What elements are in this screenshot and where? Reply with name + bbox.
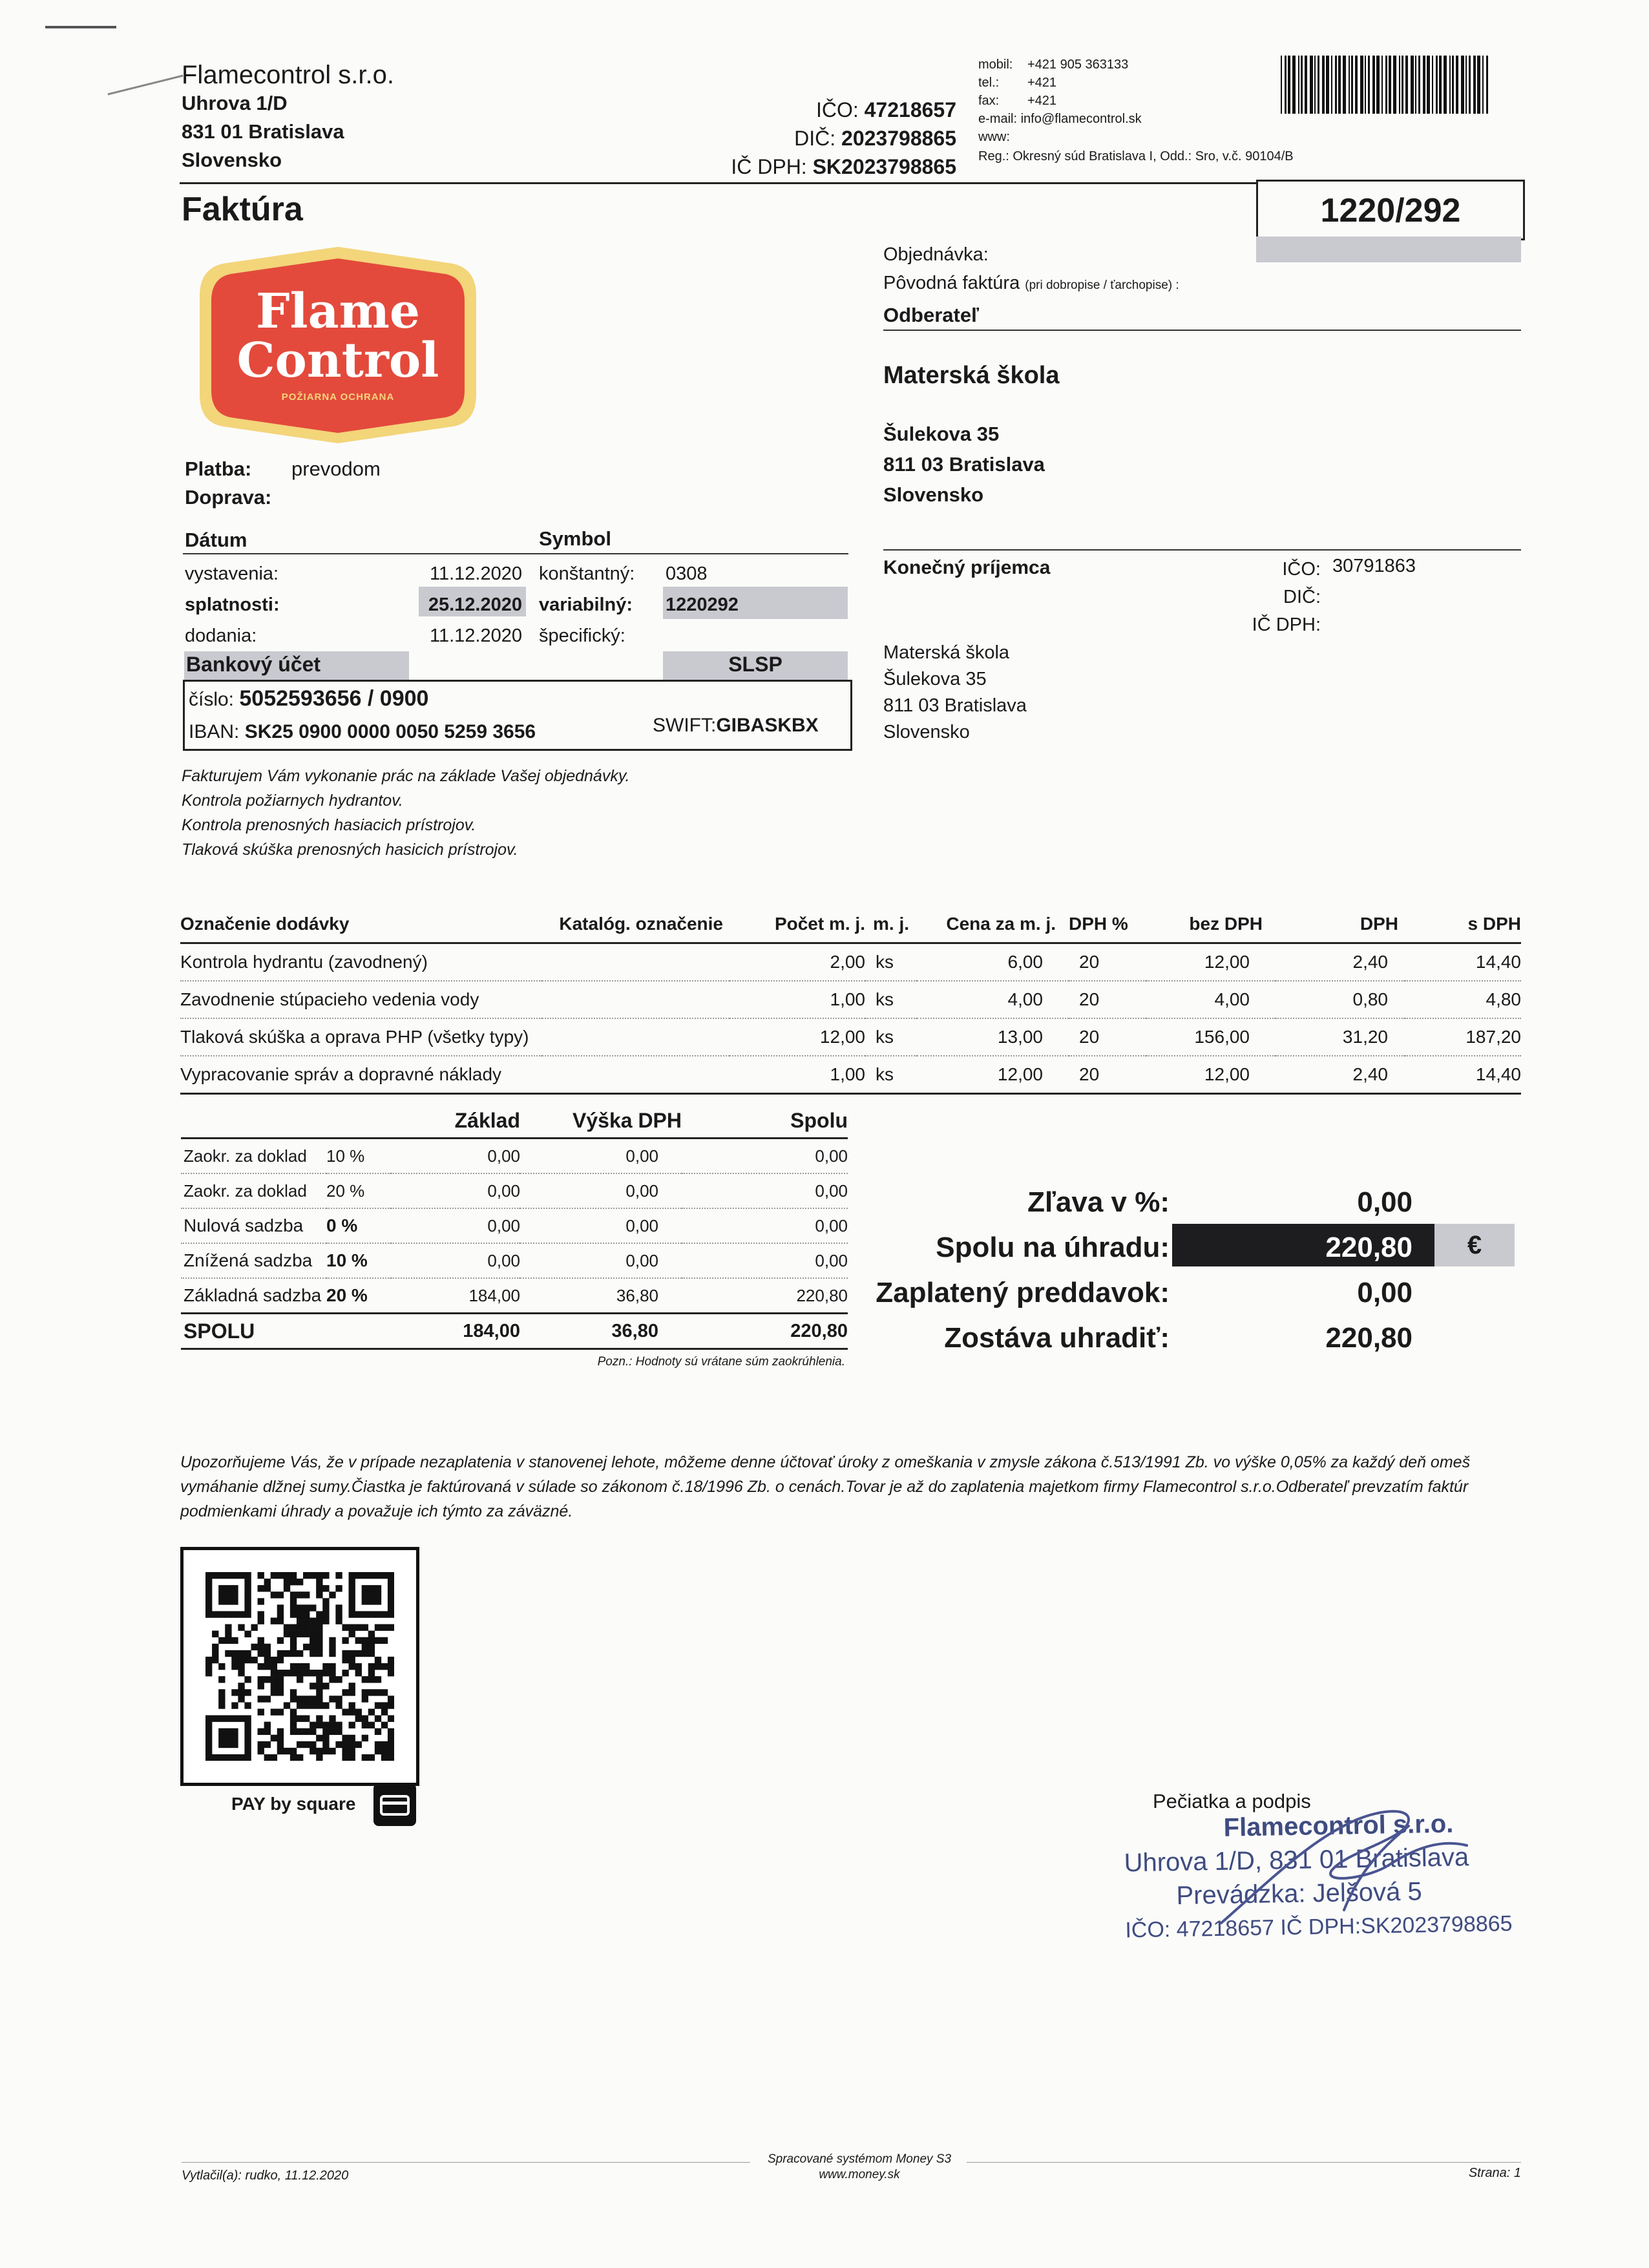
recipient-ico: 30791863 xyxy=(1332,556,1416,576)
fax-label: fax: xyxy=(978,94,1000,108)
item-qty: 2,00 xyxy=(730,943,865,982)
vat-row-base: 0,00 xyxy=(391,1208,520,1243)
registration: Reg.: Okresný súd Bratislava I, Odd.: Sro, v.č. 90104/B xyxy=(978,149,1294,163)
doprava-label: Doprava: xyxy=(185,486,272,509)
vat-row-total: 0,00 xyxy=(682,1139,848,1174)
table-row xyxy=(181,1139,848,1174)
stamp-line3: Prevádzka: Jelšová 5 xyxy=(1176,1877,1423,1911)
vat-row-base: 184,00 xyxy=(468,1285,520,1305)
invoice-number: 1220/292 xyxy=(1256,180,1525,240)
supplier-country: Slovensko xyxy=(182,149,282,171)
recipient-header: Konečný príjemca xyxy=(883,557,1051,578)
iban[interactable]: SK25 0900 0000 0050 5259 3656 xyxy=(244,721,536,742)
footer-line-right xyxy=(967,2162,1521,2163)
original-invoice-label: Pôvodná faktúra xyxy=(883,273,1020,293)
table-row xyxy=(180,943,1521,982)
account-number[interactable]: 5052593656 / 0900 xyxy=(239,686,429,711)
intro-line: Kontrola požiarnych hydrantov. xyxy=(182,792,403,810)
item-name: Zavodnenie stúpacieho vedenia vody xyxy=(180,981,542,1018)
bank-name: SLSP xyxy=(728,653,782,676)
vat-total-base: 184,00 xyxy=(463,1320,520,1341)
vat-total-label: SPOLU xyxy=(184,1319,255,1343)
vat-row-label: Zaokr. za doklad xyxy=(181,1173,326,1208)
disclaimer-line: podmienkami úhrady a považuje ich týmto za záväzné. xyxy=(180,1502,573,1520)
contact-block xyxy=(978,56,1294,165)
logo-tagline: POŽIARNA OCHRANA xyxy=(281,392,395,403)
vat-row-total: 0,00 xyxy=(682,1243,848,1278)
item-tax: 31,20 xyxy=(1276,1018,1405,1056)
col-unit: m. j. xyxy=(872,914,909,934)
recipient-id-labels xyxy=(1215,556,1321,639)
mobil-value: +421 905 363133 xyxy=(1027,58,1129,72)
email-label: e-mail: xyxy=(978,112,1018,126)
table-row xyxy=(181,1208,848,1243)
konst-value: 0308 xyxy=(666,563,708,584)
account-number-label: číslo: xyxy=(189,689,235,710)
item-qty: 1,00 xyxy=(730,981,865,1018)
recipient-country: Slovensko xyxy=(883,722,970,742)
supplier-ico-label: IČO: xyxy=(815,98,859,121)
recipient-city: 811 03 Bratislava xyxy=(883,695,1027,716)
col-net: bez DPH xyxy=(1189,914,1263,934)
vat-row-total: 0,00 xyxy=(682,1208,848,1243)
table-row xyxy=(180,1056,1521,1094)
vat-row-tax: 0,00 xyxy=(520,1208,682,1243)
item-gross: 14,40 xyxy=(1405,943,1521,982)
intro-text xyxy=(182,764,629,862)
order-label: Objednávka: xyxy=(883,244,989,265)
paid-value: 0,00 xyxy=(1357,1277,1413,1308)
dates-values xyxy=(388,558,522,651)
signature-icon xyxy=(1215,1800,1486,1936)
item-price: 6,00 xyxy=(917,943,1069,982)
col-qty: Počet m. j. xyxy=(774,914,865,934)
var-value: 1220292 xyxy=(666,594,739,615)
vat-row-tax: 36,80 xyxy=(616,1285,658,1305)
col-catalog: Katalóg. označenie xyxy=(559,914,723,934)
vat-row-label: Znížená sadzba xyxy=(181,1243,326,1278)
vat-table-wrap xyxy=(181,1104,848,1369)
vat-total-total: 220,80 xyxy=(790,1320,848,1341)
disclaimer-line: vymáhanie dlžnej sumy.Čiastka je faktúrovaná v súlade so zákonom č.18/1996 Zb. o cenách.Tovar je až do zaplatenia majetkom firmy Flamecontrol s.r.o.Odberateľ prevzatím faktúr xyxy=(180,1478,1469,1496)
item-net: 12,00 xyxy=(1146,943,1276,982)
disclaimer-line: Upozorňujeme Vás, že v prípade nezaplatenia v stanovenej lehote, môžeme denne účtovať úroky z omeškania v zmysle zákona č.513/1991 Zb. vo výške 0,05% za každý deň omeš xyxy=(180,1453,1471,1471)
tel-value: +421 xyxy=(1027,76,1057,90)
vat-row-label: Nulová sadzba xyxy=(181,1208,326,1243)
qr-code-icon xyxy=(205,1572,394,1761)
vat-row-base: 0,00 xyxy=(391,1139,520,1174)
document-title: Faktúra xyxy=(182,191,303,228)
due-date: 25.12.2020 xyxy=(428,594,522,615)
vat-col-total: Spolu xyxy=(790,1108,848,1132)
stamp-line4: IČO: 47218657 IČ DPH:SK2023798865 xyxy=(1125,1911,1513,1943)
remaining-value: 220,80 xyxy=(1325,1322,1413,1354)
supplier-block xyxy=(182,61,394,174)
delivery-date: 11.12.2020 xyxy=(430,625,522,646)
vat-row-base: 0,00 xyxy=(391,1243,520,1278)
vat-row-rate: 10 % xyxy=(326,1243,391,1278)
item-vat: 20 xyxy=(1079,1064,1100,1084)
total-label: Spolu na úhradu: xyxy=(936,1232,1170,1263)
supplier-dic: 2023798865 xyxy=(841,127,956,150)
col-price: Cena za m. j. xyxy=(946,914,1056,934)
system-info xyxy=(730,2152,989,2183)
items-table-wrap xyxy=(180,906,1521,1095)
symbol-labels xyxy=(539,558,635,651)
item-qty: 12,00 xyxy=(730,1018,865,1056)
flame-control-logo xyxy=(197,244,479,446)
supplier-dic-label: DIČ: xyxy=(794,127,836,150)
recipient-name: Materská škola xyxy=(883,642,1010,663)
vat-table xyxy=(181,1104,848,1350)
mobil-label: mobil: xyxy=(978,58,1013,72)
supplier-tax-ids xyxy=(704,96,956,181)
item-vat: 20 xyxy=(1069,981,1146,1018)
recipient-top-line xyxy=(883,549,1521,551)
dates-header: Dátum xyxy=(185,529,247,551)
vat-row-rate: 0 % xyxy=(326,1208,391,1243)
swift-label: SWIFT: xyxy=(653,715,717,736)
customer-city: 811 03 Bratislava xyxy=(883,453,1045,476)
system-line: Spracované systémom Money S3 xyxy=(767,2152,952,2166)
item-price: 4,00 xyxy=(917,981,1069,1018)
supplier-name: Flamecontrol s.r.o. xyxy=(182,61,395,89)
customer-name: Materská škola xyxy=(883,362,1060,389)
vat-col-tax: Výška DPH xyxy=(572,1108,682,1132)
iban-label: IBAN: xyxy=(189,721,240,742)
qr-code-frame[interactable] xyxy=(180,1547,419,1786)
system-url[interactable]: www.money.sk xyxy=(819,2168,900,2181)
supplier-ico: 47218657 xyxy=(864,98,956,121)
recipient-ico-label: IČO: xyxy=(1282,559,1321,580)
item-unit: ks xyxy=(865,1018,917,1056)
original-invoice-note: (pri dobropise / ťarchopise) : xyxy=(1025,278,1179,292)
total-value: 220,80 xyxy=(1325,1232,1413,1263)
vat-row-label: Zaokr. za doklad xyxy=(181,1139,326,1174)
customer-street: Šulekova 35 xyxy=(883,423,1000,445)
item-vat: 20 xyxy=(1069,943,1146,982)
customer-header-line xyxy=(883,330,1521,331)
stamp-line1: Flamecontrol s.r.o. xyxy=(1223,1809,1454,1842)
vat-row-base: 0,00 xyxy=(391,1173,520,1208)
pay-by-square-label: PAY by square xyxy=(231,1794,356,1814)
item-tax: 2,40 xyxy=(1352,1064,1388,1084)
customer-header: Odberateľ xyxy=(883,304,980,326)
scan-mark xyxy=(45,26,116,28)
table-row xyxy=(181,1173,848,1208)
supplier-icdph: SK2023798865 xyxy=(812,155,956,178)
issued-date: 11.12.2020 xyxy=(430,563,522,584)
table-row xyxy=(180,1018,1521,1056)
item-name: Vypracovanie správ a dopravné náklady xyxy=(180,1064,502,1084)
recipient-dic-label: DIČ: xyxy=(1283,587,1321,607)
supplier-street: Uhrova 1/D xyxy=(182,92,288,114)
vat-total-row xyxy=(181,1314,848,1349)
paid-label: Zaplatený preddavok: xyxy=(876,1277,1170,1308)
swift-code[interactable]: GIBASKBX xyxy=(716,715,819,736)
email-value[interactable]: info@flamecontrol.sk xyxy=(1020,112,1142,126)
spec-label: špecifický: xyxy=(539,625,625,646)
vat-row-tax: 0,00 xyxy=(520,1243,682,1278)
bank-header: Bankový účet xyxy=(186,653,321,676)
item-unit: ks xyxy=(865,943,917,982)
intro-line: Fakturujem Vám vykonanie prác na základe Vašej objednávky. xyxy=(182,767,630,785)
intro-line: Tlaková skúška prenosných hasicich prístrojov. xyxy=(182,841,518,859)
col-tax: DPH xyxy=(1360,914,1398,934)
customer-address xyxy=(883,419,1045,510)
item-net: 4,00 xyxy=(1146,981,1276,1018)
stamp-label: Pečiatka a podpis xyxy=(1153,1790,1311,1812)
item-unit: ks xyxy=(865,981,917,1018)
fax-value: +421 xyxy=(1027,94,1057,108)
currency: € xyxy=(1434,1224,1515,1266)
platba-value: prevodom xyxy=(291,457,381,480)
pen-mark xyxy=(107,75,183,96)
table-row xyxy=(181,1278,848,1314)
supplier-icdph-label: IČ DPH: xyxy=(731,155,807,178)
vat-row-rate: 20 % xyxy=(326,1173,391,1208)
swift-block xyxy=(653,715,819,737)
summary-values xyxy=(1176,1180,1413,1361)
symbols-header: Symbol xyxy=(539,527,611,550)
recipient-icdph-label: IČ DPH: xyxy=(1252,614,1321,635)
barcode-icon xyxy=(1281,56,1489,114)
logo-line2: Control xyxy=(236,333,439,388)
printed-by: Vytlačil(a): rudko, 11.12.2020 xyxy=(182,2168,349,2183)
vat-col-base: Základ xyxy=(454,1108,520,1132)
dates-header-line xyxy=(183,553,848,554)
col-designation: Označenie dodávky xyxy=(180,914,350,934)
page-number: Strana: 1 xyxy=(1468,2166,1521,2180)
var-label: variabilný: xyxy=(539,594,633,615)
vat-row-tax: 0,00 xyxy=(520,1173,682,1208)
symbol-values xyxy=(666,558,739,620)
bank-account-lines xyxy=(189,682,536,748)
vat-row-total: 220,80 xyxy=(796,1285,848,1305)
vat-note: Pozn.: Hodnoty sú vrátane súm zaokrúhlenia. xyxy=(597,1355,845,1369)
www-label: www: xyxy=(978,130,1010,144)
item-gross: 4,80 xyxy=(1405,981,1521,1018)
platba-label: Platba: xyxy=(185,457,252,480)
col-gross: s DPH xyxy=(1467,914,1521,934)
vat-header-row xyxy=(181,1104,848,1139)
payment-block xyxy=(185,455,381,512)
disclaimer xyxy=(180,1450,1521,1524)
intro-line: Kontrola prenosných hasiacich prístrojov. xyxy=(182,816,476,834)
delivery-label: dodania: xyxy=(185,625,257,646)
item-tax: 0,80 xyxy=(1276,981,1405,1018)
konst-label: konštantný: xyxy=(539,563,635,584)
recipient-address xyxy=(883,640,1027,746)
items-table xyxy=(180,906,1521,1095)
vat-row-tax: 0,00 xyxy=(520,1139,682,1174)
vat-row-label: Základná sadzba xyxy=(184,1285,322,1305)
item-qty: 1,00 xyxy=(830,1064,865,1084)
tel-label: tel.: xyxy=(978,76,1000,90)
supplier-city: 831 01 Bratislava xyxy=(182,120,344,143)
item-net: 156,00 xyxy=(1146,1018,1276,1056)
remaining-label: Zostáva uhradiť: xyxy=(944,1322,1170,1354)
table-row xyxy=(181,1243,848,1278)
recipient-street: Šulekova 35 xyxy=(883,669,987,689)
item-name: Tlaková skúška a oprava PHP (všetky typy) xyxy=(180,1018,542,1056)
summary-labels xyxy=(859,1180,1170,1361)
table-row xyxy=(180,981,1521,1018)
item-name: Kontrola hydrantu (zavodnený) xyxy=(180,943,542,982)
discount-value: 0,00 xyxy=(1357,1186,1413,1218)
col-vat: DPH % xyxy=(1069,914,1128,934)
item-tax: 2,40 xyxy=(1276,943,1405,982)
customer-country: Slovensko xyxy=(883,483,984,506)
item-vat: 20 xyxy=(1069,1018,1146,1056)
footer-line-left xyxy=(182,2162,750,2163)
discount-label: Zľava v %: xyxy=(1027,1186,1170,1218)
dates-labels xyxy=(185,558,280,651)
due-label: splatnosti: xyxy=(185,594,280,615)
issued-label: vystavenia: xyxy=(185,563,279,584)
vat-row-rate: 10 % xyxy=(326,1139,391,1174)
card-icon xyxy=(372,1782,417,1827)
invoice-number-shade xyxy=(1256,236,1521,262)
vat-row-rate: 20 % xyxy=(326,1285,368,1305)
item-gross: 187,20 xyxy=(1405,1018,1521,1056)
item-gross: 14,40 xyxy=(1475,1064,1521,1084)
vat-total-tax: 36,80 xyxy=(611,1320,658,1341)
item-net: 12,00 xyxy=(1204,1064,1250,1084)
vat-row-total: 0,00 xyxy=(682,1173,848,1208)
stamp-line2: Uhrova 1/D, 831 01 Bratislava xyxy=(1124,1843,1469,1878)
items-header-row xyxy=(180,906,1521,943)
item-unit: ks xyxy=(876,1064,894,1084)
order-block xyxy=(883,240,1179,300)
logo-line1: Flame xyxy=(256,284,420,339)
item-price: 12,00 xyxy=(997,1064,1043,1084)
item-price: 13,00 xyxy=(917,1018,1069,1056)
